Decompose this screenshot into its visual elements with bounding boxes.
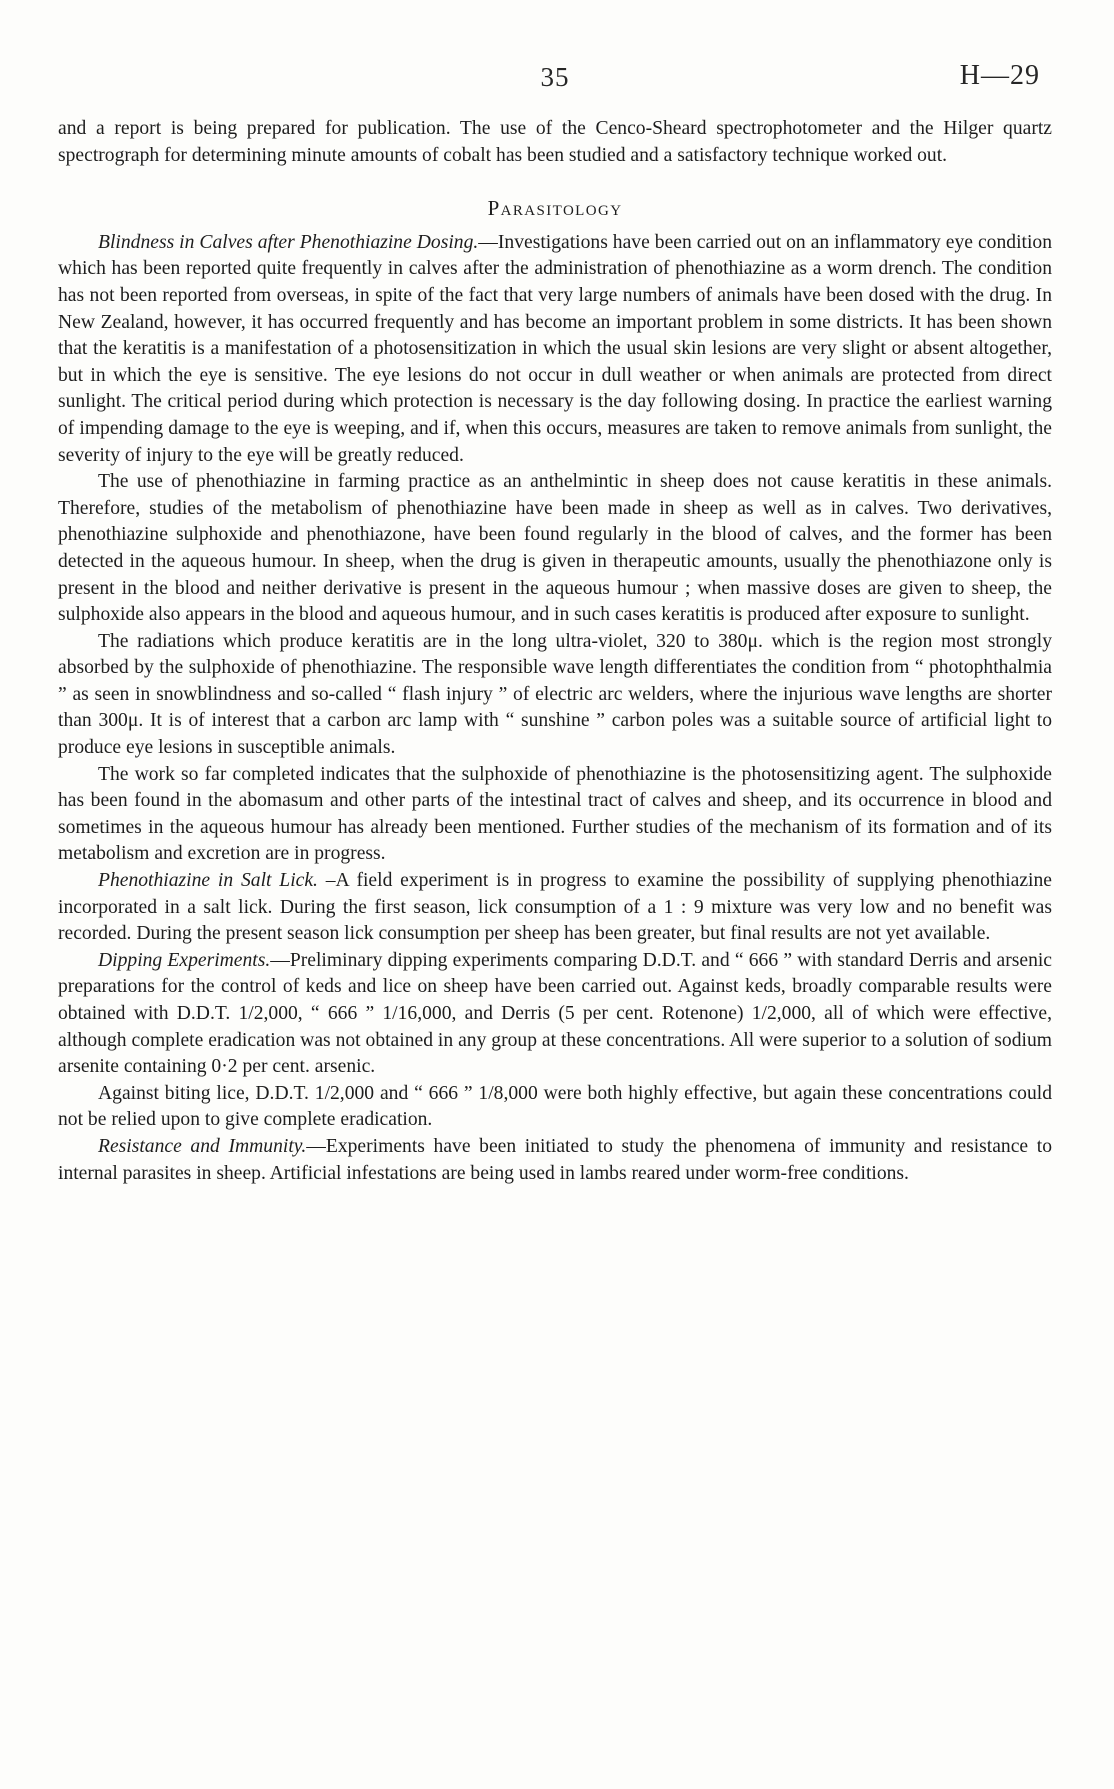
run-in-title-resistance: Resistance and Immunity.	[98, 1135, 307, 1157]
paragraph-dipping-experiments	[58, 948, 1052, 1081]
paragraph-resistance-immunity	[58, 1134, 1052, 1187]
paragraph-metabolism: The use of phenothiazine in farming practice as an anthelmintic in sheep does not cause keratitis in these animals. Therefore, studies of the metabolism of phenothiazine have been made in sheep as well as in calves. Two derivatives, phenothiazine sulphoxide and phenothiazone, have been found regularly in the blood of calves, and the former has been detected in the aqueous humour. In sheep, when the drug is given in therapeutic amounts, usually the phenothiazone only is present in the blood and neither derivative is present in the aqueous humour ; when massive doses are given to sheep, the sulphoxide also appears in the blood and aqueous humour, and in such cases keratitis is produced after exposure to sunlight.	[58, 471, 1052, 626]
page-body	[58, 116, 1052, 1187]
paragraph-biting-lice: Against biting lice, D.D.T. 1/2,000 and “ 666 ” 1/8,000 were both highly effective, but again these concentrations could not be relied upon to give complete eradication.	[58, 1082, 1052, 1131]
paragraph-salt-lick	[58, 868, 1052, 948]
paragraph-salt-lick-text: –A field experiment is in progress to examine the possibility of supplying phenothiazine incorporated in a salt lick. During the first season, lick consumption of a 1 : 9 mixture was very low and no benefit was recorded. During the present season lick consumption per sheep has been greater, but final results are not yet available.	[58, 870, 1052, 945]
document-code: H—29	[959, 60, 1040, 91]
section-heading-label: Parasitology	[487, 196, 623, 221]
paragraph-dipping-text: —Preliminary dipping experiments comparing D.D.T. and “ 666 ” with standard Derris and arsenic preparations for the control of keds and lice on sheep have been carried out. Against keds, broadly comparable results were obtained with D.D.T. 1/2,000, “ 666 ” 1/16,000, and Derris (5 per cent. Rotenone) 1/2,000, all of which were effective, although complete eradication was not obtained in any group at these concentrations. All were superior to a solution of sodium arsenite containing 0·2 per cent. arsenic.	[58, 949, 1053, 1078]
page-header	[58, 56, 1052, 116]
paragraph-radiations: The radiations which produce keratitis are in the long ultra-violet, 320 to 380μ. which is the region most strongly absorbed by the sulphoxide of phenothiazine. The responsible wave length differentiates the condition from “ photophthalmia ” as seen in snowblindness and so-called “ flash injury ” of electric arc welders, where the injurious wave lengths are shorter than 300μ. It is of interest that a carbon arc lamp with “ sunshine ” carbon poles was a suitable source of artificial light to produce eye lesions in susceptible animals.	[58, 630, 1052, 759]
paragraph-blindness-in-calves	[58, 230, 1052, 469]
page-number: 35	[540, 62, 570, 92]
paragraph-intro: and a report is being prepared for publication. The use of the Cenco-Sheard spectrophotometer and the Hilger quartz spectrograph for determining minute amounts of cobalt has been studied and a satisfactory technique worked out.	[58, 118, 1052, 166]
paragraph-work-completed: The work so far completed indicates that the sulphoxide of phenothiazine is the photosensitizing agent. The sulphoxide has been found in the abomasum and other parts of the intestinal tract of calves and sheep, and its occurrence in blood and sometimes in the aqueous humour has already been mentioned. Further studies of the mechanism of its formation and of its metabolism and excretion are in progress.	[58, 763, 1052, 865]
run-in-title-dipping: Dipping Experiments.	[98, 949, 271, 971]
run-in-title-salt-lick: Phenothiazine in Salt Lick.	[98, 870, 318, 892]
intro-paragraph-block	[58, 116, 1052, 169]
run-in-title-blindness: Blindness in Calves after Phenothiazine Dosing.	[98, 231, 479, 253]
paragraph-blindness-text: —Investigations have been carried out on an inflammatory eye condition which has been reported quite frequently in calves after the administration of phenothiazine as a worm drench. The condition has not been reported from overseas, in spite of the fact that very large numbers of animals have been dosed with the drug. In New Zealand, however, it has occurred frequently and has become an important problem in some districts. It has been shown that the keratitis is a manifestation of a photosensitization in which the usual skin lesions are very slight or absent altogether, but in which the eye is sensitive. The eye lesions do not occur in dull weather or when animals are protected from direct sunlight. The critical period during which protection is necessary is the day following dosing. In practice the earliest warning of impending damage to the eye is weeping, and if, when this occurs, measures are taken to remove animals from sunlight, the severity of injury to the eye will be greatly reduced.	[58, 231, 1052, 466]
section-heading	[58, 195, 1052, 224]
paragraph-resistance-text: —Experiments have been initiated to study the phenomena of immunity and resistance to internal parasites in sheep. Artificial infestations are being used in lambs reared under worm-free conditions.	[58, 1135, 1052, 1184]
